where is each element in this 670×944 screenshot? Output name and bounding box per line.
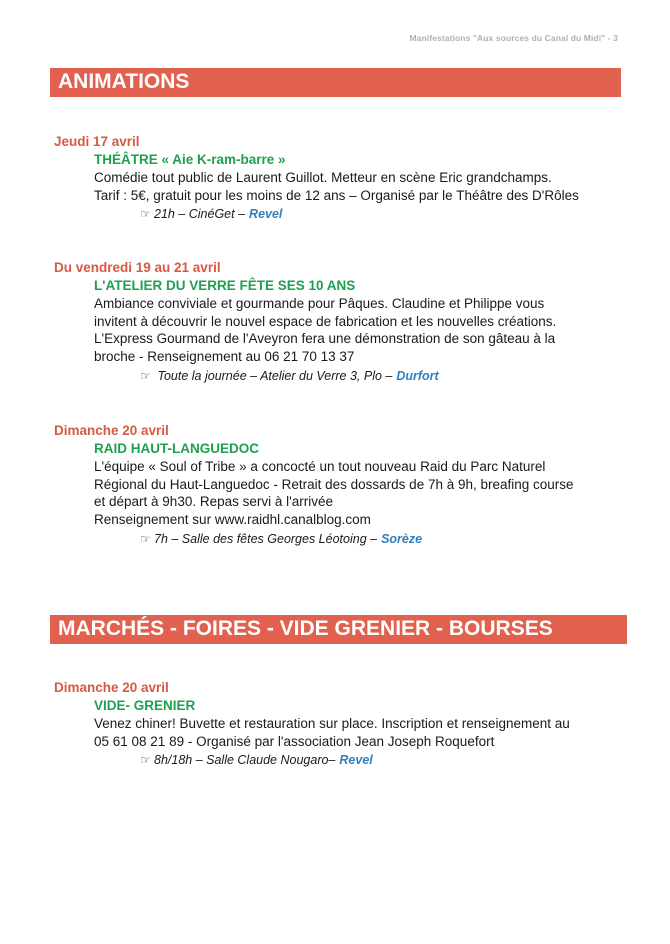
event-title: VIDE- GRENIER bbox=[94, 698, 196, 713]
section-title-animations: ANIMATIONS bbox=[47, 68, 621, 97]
event-time-place: Toute la journée – Atelier du Verre 3, Plo – bbox=[154, 368, 393, 383]
event-time-place: 8h/18h – Salle Claude Nougaro– bbox=[154, 753, 336, 768]
event-time-place: 21h – CinéGet – bbox=[154, 207, 246, 222]
pointing-hand-icon: ☞ bbox=[140, 368, 151, 383]
event-title: THÉÂTRE « Aie K-ram-barre » bbox=[94, 152, 286, 167]
event-info bbox=[140, 751, 634, 769]
page-header: Manifestations "Aux sources du Canal du Midi" - 3 bbox=[409, 33, 618, 43]
desc-line: Tarif : 5€, gratuit pour les moins de 12 ans – Organisé par le Théâtre des D'Rôles bbox=[94, 187, 579, 203]
event-info bbox=[140, 205, 634, 223]
pointing-hand-icon: ☞ bbox=[140, 207, 151, 222]
desc-line: invitent à découvrir le nouvel espace de fabrication et les nouvelles créations. bbox=[94, 313, 557, 329]
desc-line: L'Express Gourmand de l'Aveyron fera une démonstration de son gâteau à la bbox=[94, 331, 556, 347]
event-info bbox=[140, 367, 634, 385]
desc-line: L'équipe « Soul of Tribe » a concocté un tout nouveau Raid du Parc Naturel bbox=[94, 459, 546, 474]
event-date: Du vendredi 19 au 21 avril bbox=[54, 260, 221, 275]
event-description bbox=[94, 458, 634, 529]
event-description bbox=[94, 715, 634, 750]
event-time-place: 7h – Salle des fêtes Georges Léotoing – bbox=[154, 531, 378, 546]
desc-line: et départ à 9h30. Repas servi à l'arrivée bbox=[94, 494, 333, 510]
desc-line: Comédie tout public de Laurent Guillot. Metteur en scène Eric grandchamps. bbox=[94, 170, 552, 185]
event-raid bbox=[54, 422, 634, 548]
event-theatre bbox=[54, 133, 634, 223]
event-title: L'ATELIER DU VERRE FÊTE SES 10 ANS bbox=[94, 278, 356, 293]
pointing-hand-icon: ☞ bbox=[140, 753, 151, 768]
desc-line: Régional du Haut-Languedoc - Retrait des dossards de 7h à 9h, breafing course bbox=[94, 476, 574, 492]
event-date: Dimanche 20 avril bbox=[54, 423, 169, 438]
event-town: Revel bbox=[339, 753, 373, 768]
event-date: Jeudi 17 avril bbox=[54, 134, 140, 149]
pointing-hand-icon: ☞ bbox=[140, 531, 151, 546]
event-date: Dimanche 20 avril bbox=[54, 680, 169, 695]
desc-line: broche - Renseignement au 06 21 70 13 37 bbox=[94, 349, 355, 365]
desc-line: Renseignement sur www.raidhl.canalblog.com bbox=[94, 512, 371, 528]
desc-line: Ambiance conviviale et gourmande pour Pâques. Claudine et Philippe vous bbox=[94, 296, 545, 311]
event-title: RAID HAUT-LANGUEDOC bbox=[94, 441, 259, 456]
event-info bbox=[140, 530, 634, 548]
event-description bbox=[94, 169, 634, 204]
desc-line: 05 61 08 21 89 - Organisé par l'association Jean Joseph Roquefort bbox=[94, 733, 495, 749]
event-town: Sorèze bbox=[381, 531, 423, 546]
event-vide-grenier bbox=[54, 679, 634, 769]
event-description bbox=[94, 295, 634, 366]
event-town: Revel bbox=[249, 207, 283, 222]
section-title-marches: MARCHÉS - FOIRES - VIDE GRENIER - BOURSES bbox=[47, 615, 627, 644]
desc-line: Venez chiner! Buvette et restauration sur place. Inscription et renseignement au bbox=[94, 716, 570, 731]
event-town: Durfort bbox=[396, 368, 439, 383]
event-atelier-verre bbox=[54, 259, 634, 385]
